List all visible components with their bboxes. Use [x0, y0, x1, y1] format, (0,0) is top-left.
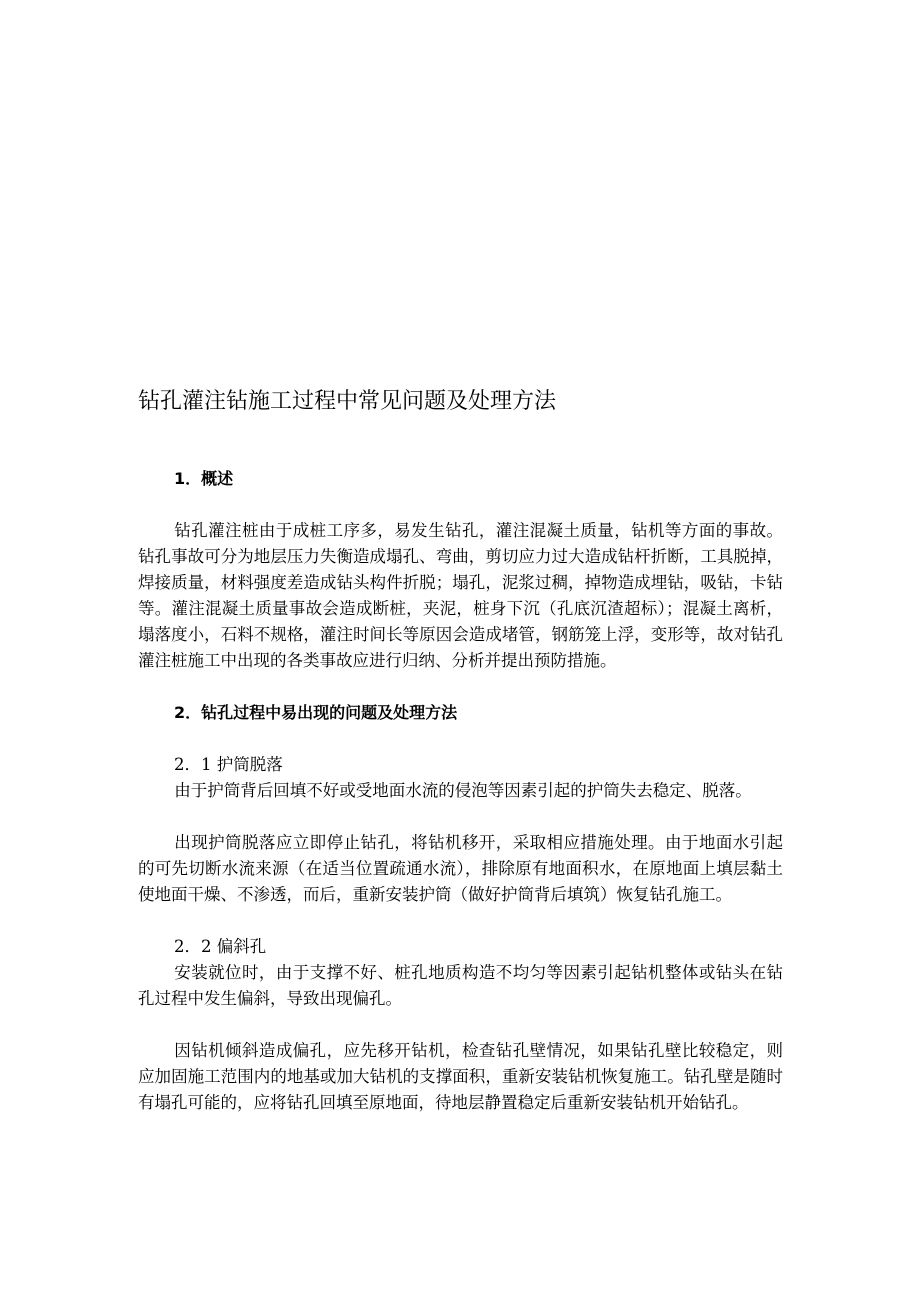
section-heading-drilling-problems: 2．钻孔过程中易出现的问题及处理方法: [174, 703, 458, 722]
document-title: 钻孔灌注钻施工过程中常见问题及处理方法: [138, 389, 557, 414]
inclined-hole-treatment-paragraph: 因钻机倾斜造成偏孔，应先移开钻机，检查钻孔壁情况，如果钻孔壁比较稳定，则应加固施工范围内的地基或加大钻机的支撑面积，重新安装钻机恢复施工。钻孔壁是随时有塌孔可能的，应将钻孔回填至原地面，待地层静置稳定后重新安装钻机开始钻孔。: [138, 1041, 783, 1112]
overview-paragraph: 钻孔灌注桩由于成桩工序多，易发生钻孔，灌注混凝土质量，钻机等方面的事故。钻孔事故可分为地层压力失衡造成塌孔、弯曲，剪切应力过大造成钻杆折断，工具脱掉，焊接质量，材料强度差造成钻头构件折脱；塌孔，泥浆过稠，掉物造成埋钻，吸钻，卡钻等。灌注混凝土质量事故会造成断桩，夹泥，桩身下沉（孔底沉渣超标）；混凝土离析，塌落度小，石料不规格，灌注时间长等原因会造成堵管，钢筋笼上浮，变形等，故对钻孔灌注桩施工中出现的各类事故应进行归纳、分析并提出预防措施。: [138, 521, 783, 670]
casing-detach-cause-paragraph: 由于护筒背后回填不好或受地面水流的侵泡等因素引起的护筒失去稳定、脱落。: [174, 781, 752, 800]
subsection-heading-inclined-hole: 2．2 偏斜孔: [174, 937, 267, 956]
document-body: [138, 466, 783, 1142]
section-heading-overview: 1．概述: [174, 469, 234, 488]
inclined-hole-cause-paragraph: 安装就位时，由于支撑不好、桩孔地质构造不均匀等因素引起钻机整体或钻头在钻孔过程中发生偏斜，导致出现偏孔。: [138, 963, 783, 1008]
subsection-heading-casing-detach: 2．1 护筒脱落: [174, 755, 283, 774]
casing-detach-treatment-paragraph: 出现护筒脱落应立即停止钻孔，将钻机移开，采取相应措施处理。由于地面水引起的可先切断水流来源（在适当位置疏通水流），排除原有地面积水，在原地面上填层黏土使地面干燥、不渗透，而后，重新安装护筒（做好护筒背后填筑）恢复钻孔施工。: [138, 833, 783, 904]
